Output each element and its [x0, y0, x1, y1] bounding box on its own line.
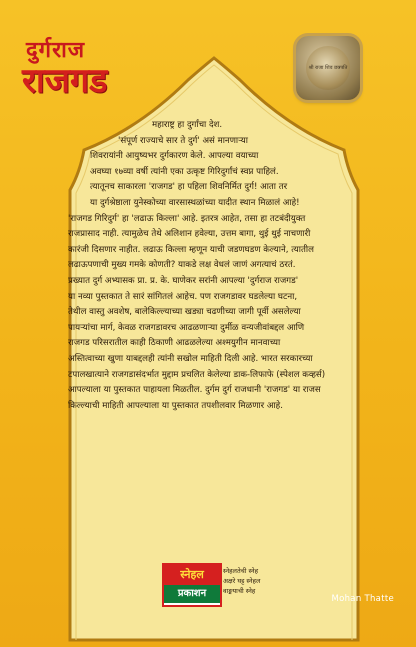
blurb-line: कारंजी दिसणार नाहीत. लढाऊ किल्ला म्हणून याची जडणघडण केल्याने, त्यातील [68, 244, 314, 255]
series-title: दुर्गराज [26, 38, 86, 63]
shivrai-coin-icon [296, 36, 360, 100]
publisher-logo-bottom: प्रकाशन [164, 585, 220, 603]
tagline-line: अक्षरे घट्ट स्नेहल [223, 577, 261, 585]
blurb-line: या दुर्गश्रेष्ठाला युनेस्कोच्या वारसास्थळांच्या यादीत स्थान मिळालं आहे! [90, 197, 300, 208]
publisher-logo-top: स्नेहल [164, 565, 220, 585]
blurb-line: त्यातूनच साकारला 'राजगड' हा पहिला शिवनिर्मित दुर्ग! आता तर [90, 182, 288, 193]
blurb-line: अवघ्या १७व्या वर्षी त्यांनी एका उत्कृष्ट गिरिदुर्गांचं स्वप्न पाहिलं. [90, 166, 279, 177]
blurb-line: राजगड परिसरातील काही ठिकाणी आढळलेल्या अश्मयुगीन मानवाच्या [68, 338, 281, 349]
artist-credit: Mohan Thatte [331, 594, 394, 604]
book-title: राजगड [22, 61, 108, 101]
blurb-line: 'संपूर्ण राज्याचे सार ते दुर्ग' असं मानणाऱ्या [118, 135, 249, 146]
tagline-line: वाङ्मयाची स्नेह [223, 587, 256, 595]
blurb-line: पायऱ्यांचा मार्ग, केवळ राजगडावरच आढळणाऱ्या दुर्मीळ वन्यजीवांबद्दल आणि [68, 322, 305, 333]
blurb-line: लढाऊपणाची मुख्य गमके कोणती? याकडे लक्ष वेधलं जाणं अगत्याचं ठरतं. [68, 260, 296, 271]
blurb-line: महाराष्ट्र हा दुर्गांचा देश. [152, 120, 223, 130]
blurb-line: 'राजगड गिरिदुर्ग' हा 'लढाऊ किल्ला' आहे. इतरत्र आहेत, तसा हा तटबंदीयुक्त [68, 213, 306, 224]
blurb-line: अस्तित्वाच्या खुणा याबद्दलही त्यांनी सखोल माहिती दिली आहे. भारत सरकारच्या [68, 353, 313, 364]
blurb-line: राजप्रासाद नाही. त्यामुळेच तेथे अलिशान हवेल्या, उत्तम बागा, थुई थुई नाचणारी [68, 229, 311, 240]
publisher-tagline [223, 566, 303, 596]
blurb-line: या नव्या पुस्तकात ते सारं सांगितलं आहेच. पण राजगडावर घडलेल्या घटना, [68, 291, 298, 302]
coin-inscription: श्री राजा शिव छत्रपति [306, 46, 350, 90]
blurb-line: किल्ल्याची माहिती आपल्याला या पुस्तकात तपशीलवार मिळणार आहे. [68, 400, 283, 411]
blurb-line: तेथील वास्तु अवशेष, बालेकिल्ल्याच्या खड्या चढणीच्या जागी पूर्वी असलेल्या [68, 307, 301, 318]
blurb-text [68, 118, 402, 414]
blurb-line: प्रख्यात दुर्ग अभ्यासक प्रा. प्र. के. घाणेकर सरांनी आपल्या 'दुर्गराज राजगड' [68, 275, 299, 286]
blurb-line: टपालखात्याने राजगडासंदर्भात मुद्दाम प्रचलित केलेल्या डाक-लिफाफे (स्पेशल कव्हर्स) [68, 369, 326, 380]
blurb-line: आपल्याला या पुस्तकात पाहायला मिळतील. दुर्गम दुर्ग राजधानी 'राजगड' या राजस [68, 385, 321, 396]
tagline-line: स्नेहलतेची स्नेह [223, 567, 259, 575]
publisher-logo [162, 563, 222, 607]
blurb-line: शिवरायांनी आयुष्यभर दुर्गकारण केले. आपल्या वयाच्या [90, 151, 259, 162]
